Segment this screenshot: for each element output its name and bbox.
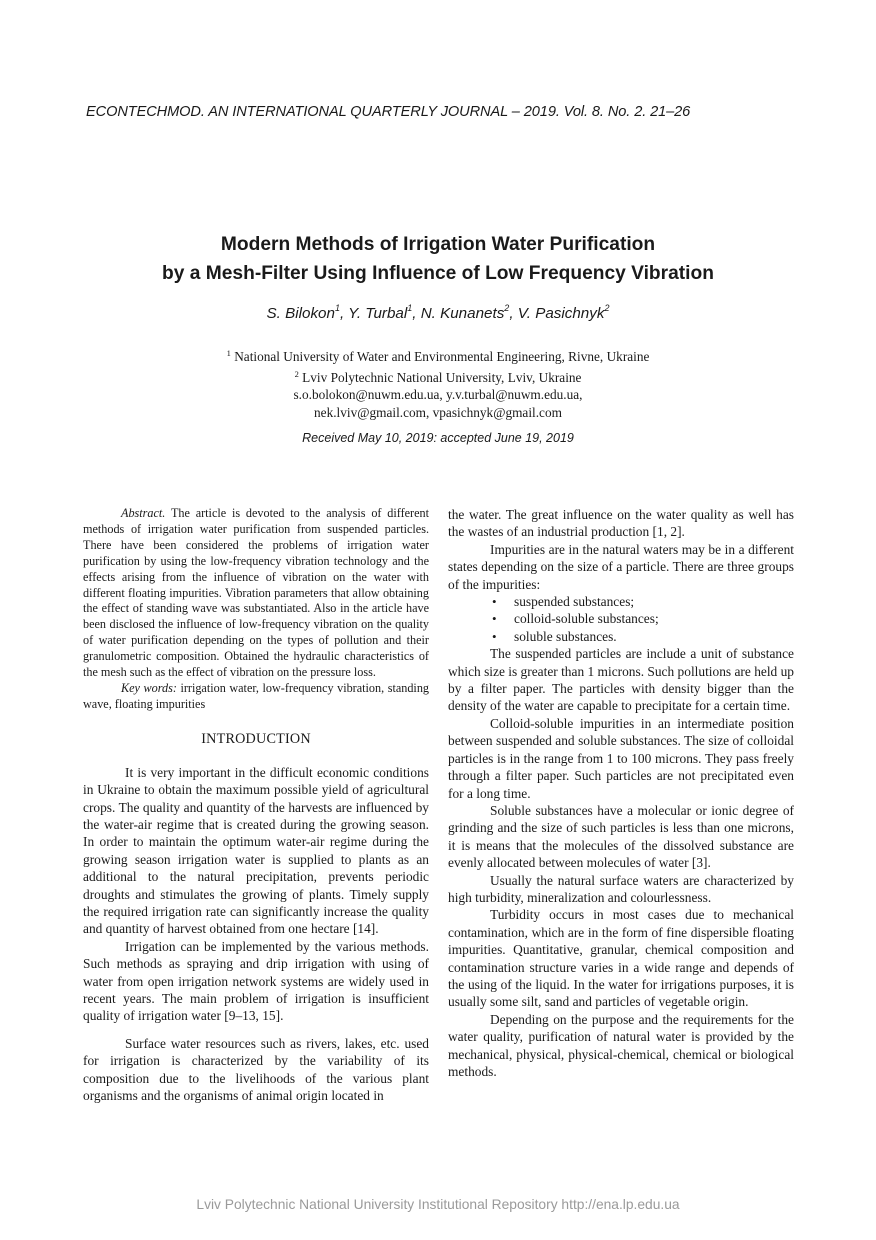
title-line-2: by a Mesh-Filter Using Influence of Low Frequency Vibration (162, 263, 714, 284)
section-heading-introduction: INTRODUCTION (201, 730, 311, 747)
paragraph: Soluble substances have a molecular or ionic degree of grinding and the size of such particles is less than one microns, it is means that the molecules of the dissolved substance are evenly allocated between molecules of water [3]. (448, 802, 794, 871)
right-body (448, 506, 794, 1080)
keywords-label: Key words: (121, 680, 177, 695)
email-line: nek.lviv@gmail.com, vpasichnyk@gmail.com (314, 404, 562, 420)
paper-title (0, 230, 876, 288)
left-column (83, 506, 429, 1105)
abstract-label: Abstract. (121, 506, 166, 520)
paragraph: Depending on the purpose and the requirements for the water quality, purification of natural water is provided by the mechanical, physical, physical-chemical, chemical or biological methods. (448, 1011, 794, 1079)
repository-footer: Lviv Polytechnic National University Institutional Repository http://ena.lp.edu.ua (196, 1197, 680, 1212)
author-affil-mark: 1 (407, 303, 413, 313)
list-item: • suspended substances; (448, 593, 794, 610)
author-name: S. Bilokon (266, 305, 335, 322)
affiliation-line (0, 366, 876, 387)
author-affil-mark: 2 (504, 303, 510, 313)
impurity-groups-list (448, 593, 794, 645)
paragraph: It is very important in the difficult economic conditions in Ukraine to obtain the maximum possible yield of agricultural crops. The quality and quantity of the harvests are influenced by the water-air regime that is created during the growing season. In order to maintain the optimum water-air regime during the growing season irrigation water is supplied to plants as an additional to the natural precipitation, prevents periodic droughts and stimulates the growing of plants. Timely supply the required irrigation rate can significantly increase the quality and quantity of harvest obtained from one hectare [14]. (83, 764, 429, 937)
author-affil-mark: 2 (604, 303, 610, 313)
author-affil-mark: 1 (334, 303, 340, 313)
list-item: • soluble substances. (448, 628, 794, 645)
author-name: V. Pasichnyk (517, 305, 605, 322)
paragraph: Turbidity occurs in most cases due to mechanical contamination, which are in the form of fine dispersible floating impurities. Quantitative, granular, chemical composition and contamination structure varies in a wide range and depends of the using of the liquid. In the water for irrigations purposes, it is usually some silt, sand and particles of vegetable origin. (448, 907, 794, 1010)
abstract-paragraph (83, 506, 429, 681)
paragraph: Impurities are in the natural waters may be in a different states depending on the size of a particle. There are three groups of the impurities: (448, 541, 794, 592)
abstract (83, 506, 429, 713)
author-list: S. Bilokon$^1$, Y. Turbal$^1$, N. Kunanets$^2$, V. Pasichnyk$^2$ (266, 303, 610, 322)
affiliation-text: Lviv Polytechnic National University, Lviv, Ukraine (302, 369, 582, 385)
received-date: Received May 10, 2019: accepted June 19, 2019 (302, 431, 574, 445)
paragraph-continuation: the water. The great influence on the water quality as well has the wastes of an industrial production [1, 2]. (448, 507, 794, 540)
paragraph: Colloid-soluble impurities in an intermediate position between suspended and soluble substances. The size of colloidal particles is in the range from 1 to 100 microns. They pass freely through a filter paper. Such particles are not precipitated even for a long time. (448, 715, 794, 801)
affiliation-text: National University of Water and Environmental Engineering, Rivne, Ukraine (234, 349, 650, 364)
paragraph: Usually the natural surface waters are characterized by high turbidity, mineralization and colourlessness. (448, 872, 794, 905)
paragraph: Irrigation can be implemented by the various methods. Such methods as spraying and drip irrigation with using of water from open irrigation network systems are widely used in recent years. The main problem of irrigation is insufficient quality of irrigation water [9–13, 15]. (83, 938, 429, 1024)
paragraph: The suspended particles are include a unit of substance which size is greater than 1 microns. Such pollutions are held up by a filter paper. The particles with density bigger than the density of the water are capable to precipitate for a certain time. (448, 646, 794, 714)
author-name: Y. Turbal (348, 305, 408, 322)
affiliation-line (0, 345, 876, 366)
keywords-paragraph (83, 681, 429, 713)
keywords-text: irrigation water, low-frequency vibration, standing wave, floating impurities (83, 680, 430, 711)
title-line-1: Modern Methods of Irrigation Water Purification (220, 234, 656, 255)
paragraph: Surface water resources such as rivers, lakes, etc. used for irrigation is characterized by the variability of its composition due to the livelihoods of the various plant organisms and the organisms of animal origin located in (83, 1035, 429, 1104)
right-column (448, 506, 794, 1080)
affiliation-mark: 2 (294, 368, 299, 379)
intro-body (83, 764, 429, 1105)
affiliations (0, 345, 876, 421)
author-name: N. Kunanets (420, 305, 505, 322)
journal-header: ECONTECHMOD. AN INTERNATIONAL QUARTERLY JOURNAL – 2019. Vol. 8. No. 2. 21–26 (86, 104, 691, 120)
affiliation-mark: 1 (226, 348, 231, 358)
list-item: • colloid-soluble substances; (448, 610, 794, 627)
abstract-text: The article is devoted to the analysis of different methods of irrigation water purification from suspended particles. There have been considered the problems of irrigation water purification by using the low-frequency vibration technology and the effects arising from the influence of vibration on the water with different floating impurities. Vibration parameters that allow obtaining the effect of standing wave was substantiated. Also in the article have been disclosed the influence of low-frequency vibration on the quality of water purification depending on the types of pollution and their granulometric composition. Obtained the hydraulic characteristics of the mesh such as the effect of vibration on the pressure loss. (83, 506, 430, 680)
email-line: s.o.bolokon@nuwm.edu.ua, y.v.turbal@nuwm.edu.ua, (293, 387, 583, 402)
